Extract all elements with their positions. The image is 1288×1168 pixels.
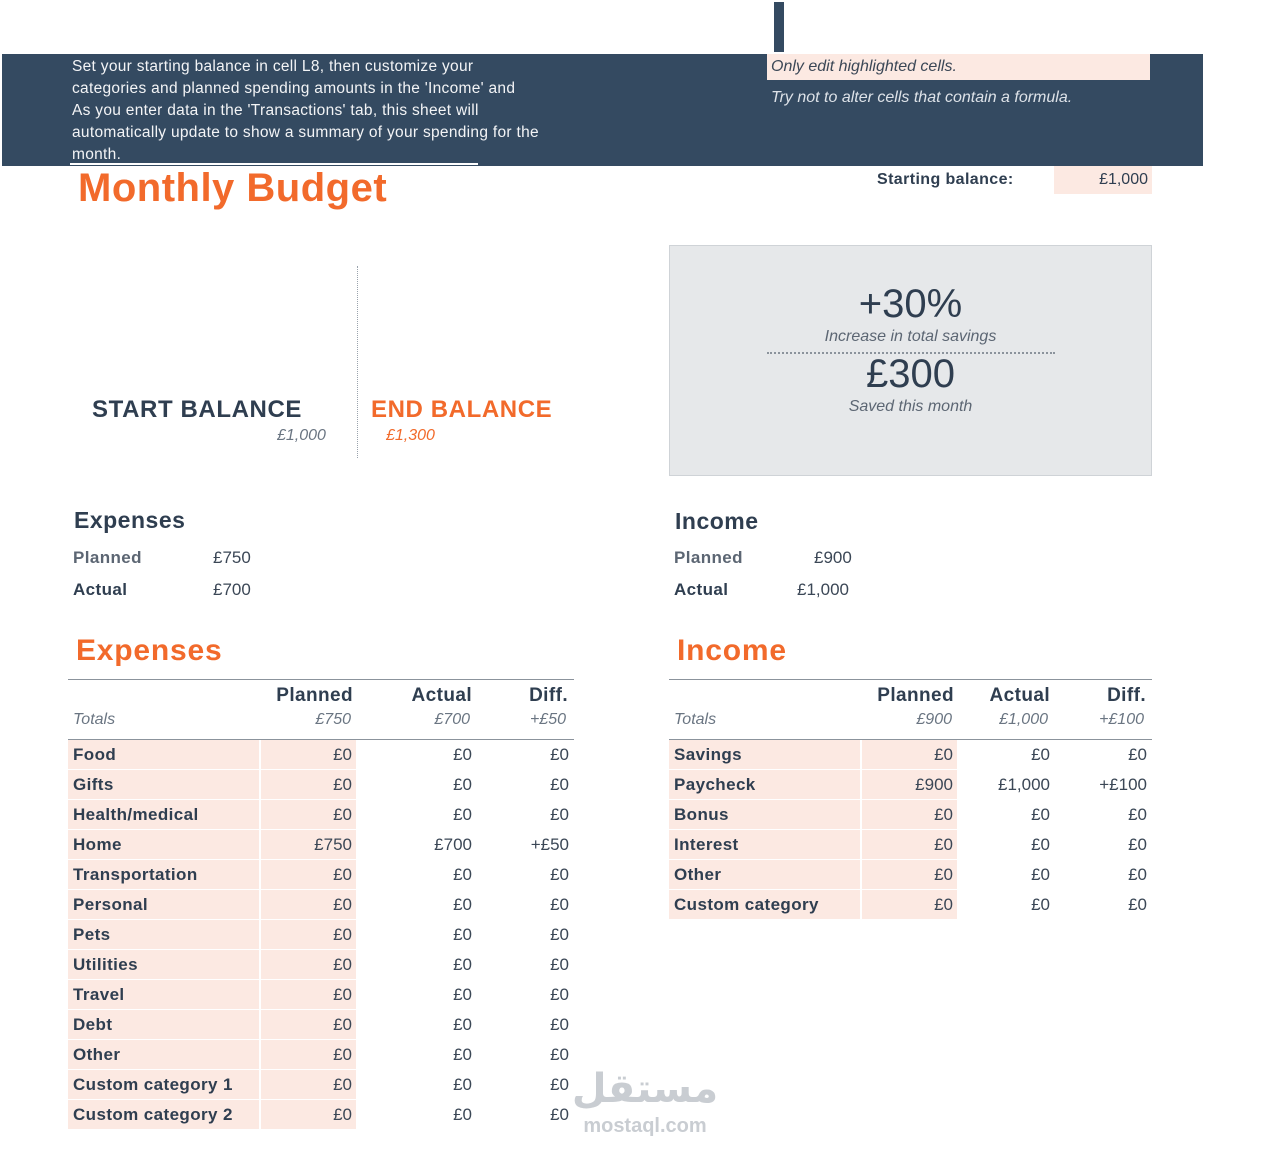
expense-row	[68, 950, 574, 980]
watermark	[565, 1063, 725, 1137]
actual-amount-cell: £0	[1031, 895, 1050, 914]
diff-amount-cell: +£50	[530, 835, 569, 854]
table-top-rule	[68, 679, 574, 680]
diff-amount-cell: £0	[550, 1015, 569, 1034]
income-planned-value: £900	[814, 548, 852, 567]
actual-amount-cell: £0	[453, 895, 472, 914]
actual-amount-cell: £0	[453, 1105, 472, 1124]
income-row	[669, 860, 1152, 890]
planned-amount-cell[interactable]: £0	[261, 950, 356, 980]
diff-amount-cell: £0	[550, 955, 569, 974]
category-name-cell[interactable]: Interest	[669, 830, 860, 860]
column-header-planned: Planned	[276, 685, 353, 706]
diff-amount-cell: £0	[1128, 865, 1147, 884]
diff-amount-cell: £0	[550, 745, 569, 764]
planned-amount-cell[interactable]: £0	[261, 1100, 356, 1130]
income-summary-heading: Income	[675, 508, 759, 534]
planned-amount-cell[interactable]: £0	[261, 860, 356, 890]
totals-actual: £700	[434, 711, 470, 728]
income-planned-label: Planned	[674, 548, 743, 567]
savings-percent: +30%	[858, 282, 963, 326]
savings-summary-card	[669, 245, 1152, 476]
diff-amount-cell: £0	[550, 1105, 569, 1124]
planned-amount-cell[interactable]: £0	[261, 1040, 356, 1070]
expense-row	[68, 980, 574, 1010]
planned-amount-cell[interactable]: £0	[261, 800, 356, 830]
totals-actual: £1,000	[999, 711, 1048, 728]
end-balance-value: £1,300	[386, 427, 435, 444]
income-actual-label: Actual	[674, 580, 729, 599]
category-name-cell[interactable]: Personal	[68, 890, 259, 920]
diff-amount-cell: £0	[550, 985, 569, 1004]
category-name-cell[interactable]: Custom category 2	[68, 1100, 259, 1130]
actual-amount-cell: £0	[453, 775, 472, 794]
actual-amount-cell: £0	[453, 1015, 472, 1034]
planned-amount-cell[interactable]: £750	[261, 830, 356, 860]
income-table	[669, 679, 1152, 919]
planned-amount-cell[interactable]: £0	[261, 1010, 356, 1040]
diff-amount-cell: +£100	[1099, 775, 1147, 794]
starting-balance-input[interactable]: £1,000	[1054, 166, 1152, 194]
expense-row	[68, 1040, 574, 1070]
diff-amount-cell: £0	[1128, 805, 1147, 824]
expense-row	[68, 740, 574, 770]
category-name-cell[interactable]: Other	[68, 1040, 259, 1070]
planned-amount-cell[interactable]: £0	[862, 830, 957, 860]
watermark-latin: mostaql.com	[583, 1115, 707, 1137]
category-name-cell[interactable]: Pets	[68, 920, 259, 950]
header-tick-bar	[774, 2, 784, 52]
savings-percent-label: Increase in total savings	[824, 328, 997, 345]
category-name-cell[interactable]: Utilities	[68, 950, 259, 980]
income-row	[669, 740, 1152, 770]
table-top-rule	[669, 679, 1152, 680]
starting-balance-label: Starting balance:	[877, 171, 1014, 188]
diff-amount-cell: £0	[550, 1045, 569, 1064]
start-balance-value: £1,000	[277, 427, 326, 444]
actual-amount-cell: £0	[1031, 835, 1050, 854]
income-row	[669, 830, 1152, 860]
totals-label: Totals	[674, 711, 717, 728]
column-header-diff: Diff.	[529, 685, 568, 706]
actual-amount-cell: £0	[453, 745, 472, 764]
income-row	[669, 890, 1152, 920]
income-table-title: Income	[677, 634, 787, 667]
start-balance-label: START BALANCE	[92, 396, 303, 423]
column-header-actual: Actual	[411, 685, 472, 706]
instructions-underline	[70, 163, 478, 165]
planned-amount-cell[interactable]: £0	[862, 860, 957, 890]
page-title: Monthly Budget	[78, 166, 388, 210]
expenses-actual-label: Actual	[73, 580, 128, 599]
diff-amount-cell: £0	[550, 805, 569, 824]
balance-divider	[357, 266, 358, 458]
category-name-cell[interactable]: Health/medical	[68, 800, 259, 830]
planned-amount-cell[interactable]: £0	[261, 1070, 356, 1100]
expense-row	[68, 860, 574, 890]
diff-amount-cell: £0	[1128, 745, 1147, 764]
actual-amount-cell: £700	[434, 835, 472, 854]
income-row	[669, 800, 1152, 830]
expense-row	[68, 830, 574, 860]
category-name-cell[interactable]: Custom category 1	[68, 1070, 259, 1100]
actual-amount-cell: £0	[453, 925, 472, 944]
totals-diff: +£50	[529, 711, 566, 728]
category-name-cell[interactable]: Custom category	[669, 890, 860, 920]
totals-planned: £900	[916, 711, 952, 728]
expense-row	[68, 890, 574, 920]
diff-amount-cell: £0	[550, 1075, 569, 1094]
expense-row	[68, 1010, 574, 1040]
expenses-table	[68, 679, 574, 1129]
planned-amount-cell[interactable]: £0	[261, 890, 356, 920]
expense-row	[68, 800, 574, 830]
actual-amount-cell: £1,000	[998, 775, 1050, 794]
category-name-cell[interactable]: Debt	[68, 1010, 259, 1040]
diff-amount-cell: £0	[1128, 895, 1147, 914]
actual-amount-cell: £0	[453, 1045, 472, 1064]
planned-amount-cell[interactable]: £0	[261, 920, 356, 950]
actual-amount-cell: £0	[453, 955, 472, 974]
highlight-note: Only edit highlighted cells.	[767, 54, 1150, 80]
actual-amount-cell: £0	[1031, 805, 1050, 824]
expenses-summary-heading: Expenses	[74, 507, 186, 533]
actual-amount-cell: £0	[453, 985, 472, 1004]
planned-amount-cell[interactable]: £0	[261, 980, 356, 1010]
totals-diff: +£100	[1099, 711, 1144, 728]
diff-amount-cell: £0	[550, 895, 569, 914]
expense-row	[68, 920, 574, 950]
end-balance-label: END BALANCE	[371, 396, 553, 423]
column-header-planned: Planned	[877, 685, 954, 706]
category-name-cell[interactable]: Food	[68, 740, 259, 770]
category-name-cell[interactable]: Other	[669, 860, 860, 890]
planned-amount-cell[interactable]: £0	[862, 740, 957, 770]
income-row	[669, 770, 1152, 800]
column-header-diff: Diff.	[1107, 685, 1146, 706]
expenses-actual-value: £700	[213, 580, 251, 599]
column-header-actual: Actual	[989, 685, 1050, 706]
savings-amount-label: Saved this month	[848, 398, 973, 415]
expense-row	[68, 770, 574, 800]
income-actual-value: £1,000	[797, 580, 849, 599]
diff-amount-cell: £0	[1128, 835, 1147, 854]
diff-amount-cell: £0	[550, 865, 569, 884]
expenses-planned-value: £750	[213, 548, 251, 567]
totals-planned: £750	[315, 711, 351, 728]
actual-amount-cell: £0	[1031, 865, 1050, 884]
category-name-cell[interactable]: Paycheck	[669, 770, 860, 800]
category-name-cell[interactable]: Bonus	[669, 800, 860, 830]
expenses-planned-label: Planned	[73, 548, 142, 567]
category-name-cell[interactable]: Savings	[669, 740, 860, 770]
actual-amount-cell: £0	[453, 1075, 472, 1094]
planned-amount-cell[interactable]: £0	[862, 890, 957, 920]
category-name-cell[interactable]: Travel	[68, 980, 259, 1010]
planned-amount-cell[interactable]: £0	[862, 800, 957, 830]
category-name-cell[interactable]: Transportation	[68, 860, 259, 890]
planned-amount-cell[interactable]: £0	[261, 770, 356, 800]
instructions-text: Set your starting balance in cell L8, then customize your categories and planned spending amounts in the 'Income' and As you enter data in the 'Transactions' tab, this sheet will automatically update to show a summary of your spending for the month.	[72, 58, 539, 163]
savings-amount: £300	[866, 352, 955, 396]
expense-row	[68, 1100, 574, 1130]
formula-note: Try not to alter cells that contain a formula.	[771, 89, 1073, 106]
diff-amount-cell: £0	[550, 775, 569, 794]
expenses-table-title: Expenses	[76, 634, 223, 667]
watermark-arabic: مستقل	[571, 1066, 719, 1112]
actual-amount-cell: £0	[453, 805, 472, 824]
planned-amount-cell[interactable]: £0	[261, 740, 356, 770]
expense-row	[68, 1070, 574, 1100]
actual-amount-cell: £0	[453, 865, 472, 884]
totals-label: Totals	[73, 711, 116, 728]
diff-amount-cell: £0	[550, 925, 569, 944]
category-name-cell[interactable]: Gifts	[68, 770, 259, 800]
category-name-cell[interactable]: Home	[68, 830, 259, 860]
planned-amount-cell[interactable]: £900	[862, 770, 957, 800]
actual-amount-cell: £0	[1031, 745, 1050, 764]
